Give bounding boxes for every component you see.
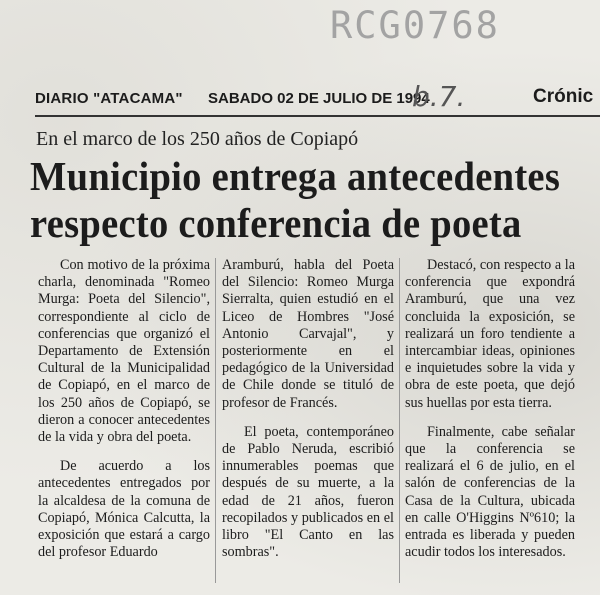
article-headline — [30, 153, 561, 247]
paragraph: De acuerdo a los antecedentes entregados por la alcaldesa de la comuna de Copiapó, Mónica Calcutta, la exposición que estará a cargo del profesor Eduardo — [38, 458, 210, 561]
column-divider — [399, 258, 400, 583]
article-column-1 — [38, 257, 210, 573]
paragraph: Finalmente, cabe señalar que la conferencia se realizará el 6 de julio, en el salón de conferencias de la Casa de la Cultura, ubicada en calle O'Higgins Nº610; la entrada es liberada y pueden acudir todos los interesados. — [405, 423, 575, 561]
paragraph: El poeta, contemporáneo de Pablo Neruda, escribió innumerables poemas que después de su muerte, a la edad de 21 años, fueron recopilados y publicados en el libro "El Canto en las sombras". — [222, 423, 394, 561]
paragraph: Destacó, con respecto a la conferencia que expondrá Aramburú, que una vez concluida la exposición, se realizará un foro tendiente a intercambiar ideas, opiniones e inquietudes sobre la vida y obra de este poeta, que dejó sus huellas por esta tierra. — [405, 257, 575, 411]
section-name: Crónic — [533, 86, 594, 107]
masthead-rule — [35, 115, 600, 117]
article-column-2 — [222, 257, 394, 573]
article-column-3 — [405, 257, 575, 573]
masthead — [30, 80, 600, 113]
handwritten-page-note: b.7. — [412, 80, 466, 113]
publication-date: SABADO 02 DE JULIO DE 1994 — [208, 90, 430, 107]
headline-line-1: Municipio entrega antecedentes — [30, 153, 561, 199]
headline-line-2: respecto conferencia de poeta — [30, 200, 522, 246]
paragraph: Con motivo de la próxima charla, denominada "Romeo Murga: Poeta del Silencio", correspondiente al ciclo de conferencias que organizó el Departamento de Extensión Cultural de la Municipalidad de Copiapó, en el marco de los 250 años de Copiapó, se dieron a conocer antecedentes de la vida y obra del poeta. — [38, 257, 210, 446]
column-divider — [215, 258, 216, 583]
archive-code-stamp: RCG0768 — [330, 4, 500, 47]
paragraph: Aramburú, habla del Poeta del Silencio: Romeo Murga Sierralta, quien estudió en el Liceo de Hombres "José Antonio Carvajal", y posteriormente en el pedagógico de la Universidad de Chile donde se tituló de profesor de Francés. — [222, 257, 394, 411]
newspaper-name: DIARIO "ATACAMA" — [35, 90, 183, 107]
article-kicker: En el marco de los 250 años de Copiapó — [36, 128, 359, 150]
